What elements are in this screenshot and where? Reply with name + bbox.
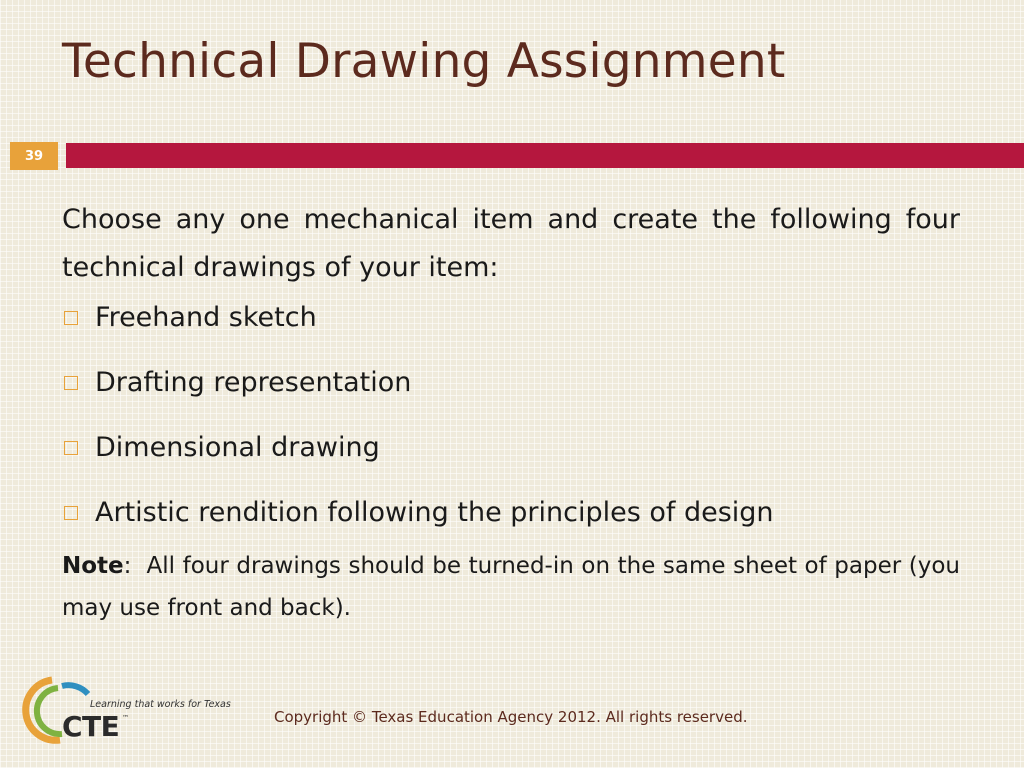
list-item	[62, 365, 960, 401]
checkbox-square-icon	[64, 441, 78, 455]
logo-trademark: ™	[122, 714, 129, 722]
list-item	[62, 495, 960, 531]
list-item	[62, 300, 960, 336]
bullet-label: Artistic rendition following the principles of design	[95, 497, 774, 528]
bullet-label: Dimensional drawing	[95, 432, 380, 463]
checkbox-square-icon	[64, 376, 78, 390]
slide-number-badge: 39	[10, 142, 58, 170]
bullet-label: Freehand sketch	[95, 302, 317, 333]
bullet-list	[62, 300, 960, 531]
bullet-label: Drafting representation	[95, 367, 412, 398]
slide-body	[62, 196, 960, 629]
note-label: Note	[62, 553, 124, 579]
logo-tagline: Learning that works for Texas	[90, 699, 231, 710]
slide-title: Technical Drawing Assignment	[62, 34, 786, 89]
list-item	[62, 430, 960, 466]
note-text: All four drawings should be turned-in on the same sheet of paper (you may use front and back).	[62, 553, 960, 621]
intro-text: Choose any one mechanical item and create the following four technical drawings of your item:	[62, 204, 960, 283]
copyright-text: Copyright © Texas Education Agency 2012. All rights reserved.	[274, 708, 748, 726]
note-paragraph	[62, 545, 960, 629]
checkbox-square-icon	[64, 506, 78, 520]
logo-text: CTE	[62, 710, 120, 743]
checkbox-square-icon	[64, 311, 78, 325]
cte-logo	[22, 672, 231, 748]
note-colon: :	[123, 553, 132, 579]
accent-bar	[66, 143, 1024, 168]
